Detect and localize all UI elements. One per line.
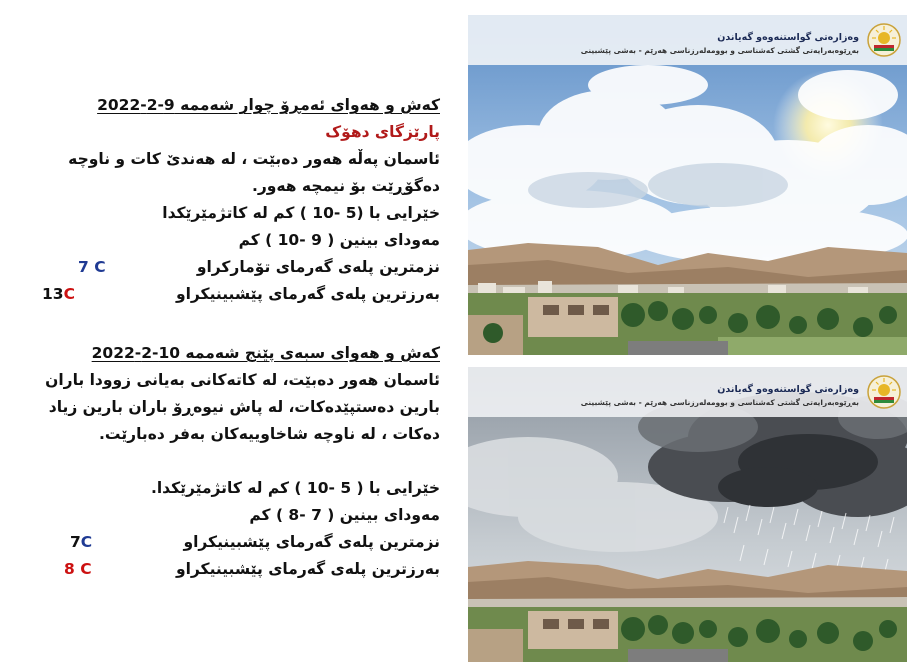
spacer — [40, 448, 440, 475]
tomorrow-max-temp-row — [40, 556, 440, 583]
ministry-banner-2 — [468, 367, 907, 417]
today-min-temp-label: نزمترین پلەی گەرمای تۆمارکراو — [196, 258, 440, 276]
today-visibility: مەودای بینین ( 9 -10 ) کم — [238, 231, 440, 249]
today-max-unit: C — [63, 285, 75, 303]
directorate-name: بەڕێوەبەرایەتی گشتی کەشناسی و بوومەلەرزناسی هەرێم - بەشی پێشبینی — [580, 398, 859, 407]
ministry-name: وەزارەتی گواستنەوەو گەیاندن — [717, 32, 859, 43]
tomorrow-max-temp-label: بەرزترین پلەی گەرمای پێشبینیکراو — [175, 560, 440, 578]
tomorrow-min-number: 7 — [70, 533, 81, 551]
ministry-banner — [468, 15, 907, 65]
today-description-line-1: ئاسمان پەڵە هەور دەبێت ، لە هەندێ کات و ناوچە — [68, 150, 440, 168]
tomorrow-weather-photo — [468, 367, 907, 662]
today-max-temp-label: بەرزترین پلەی گەرمای پێشبینیکراو — [175, 285, 440, 303]
station-name: پارێزگای دهۆک — [325, 123, 440, 141]
today-description-line-2: دەگۆڕێت بۆ نیمچە هەور. — [251, 177, 440, 195]
today-max-temp-row — [40, 281, 440, 308]
tomorrow-min-temp-value — [70, 529, 92, 556]
tomorrow-wind: خێرایی با ( 5 -10 ) کم لە کاتژمێرێکدا. — [150, 479, 440, 497]
ministry-logo-icon — [867, 373, 901, 411]
ministry-name: وەزارەتی گواستنەوەو گەیاندن — [717, 384, 859, 395]
tomorrow-min-temp-label: نزمترین پلەی گەرمای پێشبینیکراو — [183, 533, 440, 551]
tomorrow-max-temp-value — [64, 556, 92, 583]
partly-cloudy-city-scene — [468, 15, 907, 355]
today-wind: خێرایی با (5 -10 ) کم لە کاتژمێرێکدا — [162, 204, 440, 222]
ministry-logo-icon — [867, 21, 901, 59]
tomorrow-visibility: مەودای بینین ( 7 -8 ) کم — [249, 506, 440, 524]
tomorrow-report — [40, 340, 440, 583]
today-report — [40, 92, 440, 308]
tomorrow-max-unit: C — [80, 560, 92, 578]
directorate-name: بەڕێوەبەرایەتی گشتی کەشناسی و بوومەلەرزناسی هەرێم - بەشی پێشبینی — [580, 46, 859, 55]
today-heading: کەش و هەوای ئەمڕۆ چوار شەممە 9-2-2022 — [97, 96, 440, 114]
today-min-temp-row — [40, 254, 440, 281]
today-max-temp-value — [42, 281, 75, 308]
today-min-temp-value — [78, 254, 106, 281]
tomorrow-description-line-1: ئاسمان هەور دەبێت، لە کاتەکانی بەیانی زوودا باران — [45, 371, 440, 389]
tomorrow-description-line-2: بارین دەستپێدەکات، لە پاش نیوەڕۆ باران بارین زیاد — [48, 398, 440, 416]
tomorrow-description-line-3: دەکات ، لە ناوچە شاخاوییەکان بەفر دەبارێت. — [99, 425, 440, 443]
today-weather-photo — [468, 15, 907, 355]
today-min-unit: C — [94, 258, 106, 276]
tomorrow-heading: کەش و هەوای سبەی پێنج شەممە 10-2-2022 — [91, 344, 440, 362]
tomorrow-min-temp-row — [40, 529, 440, 556]
tomorrow-min-unit: C — [80, 533, 93, 551]
today-max-number: 13 — [42, 285, 64, 303]
today-min-number: 7 — [78, 258, 89, 276]
tomorrow-max-number: 8 — [64, 560, 75, 578]
